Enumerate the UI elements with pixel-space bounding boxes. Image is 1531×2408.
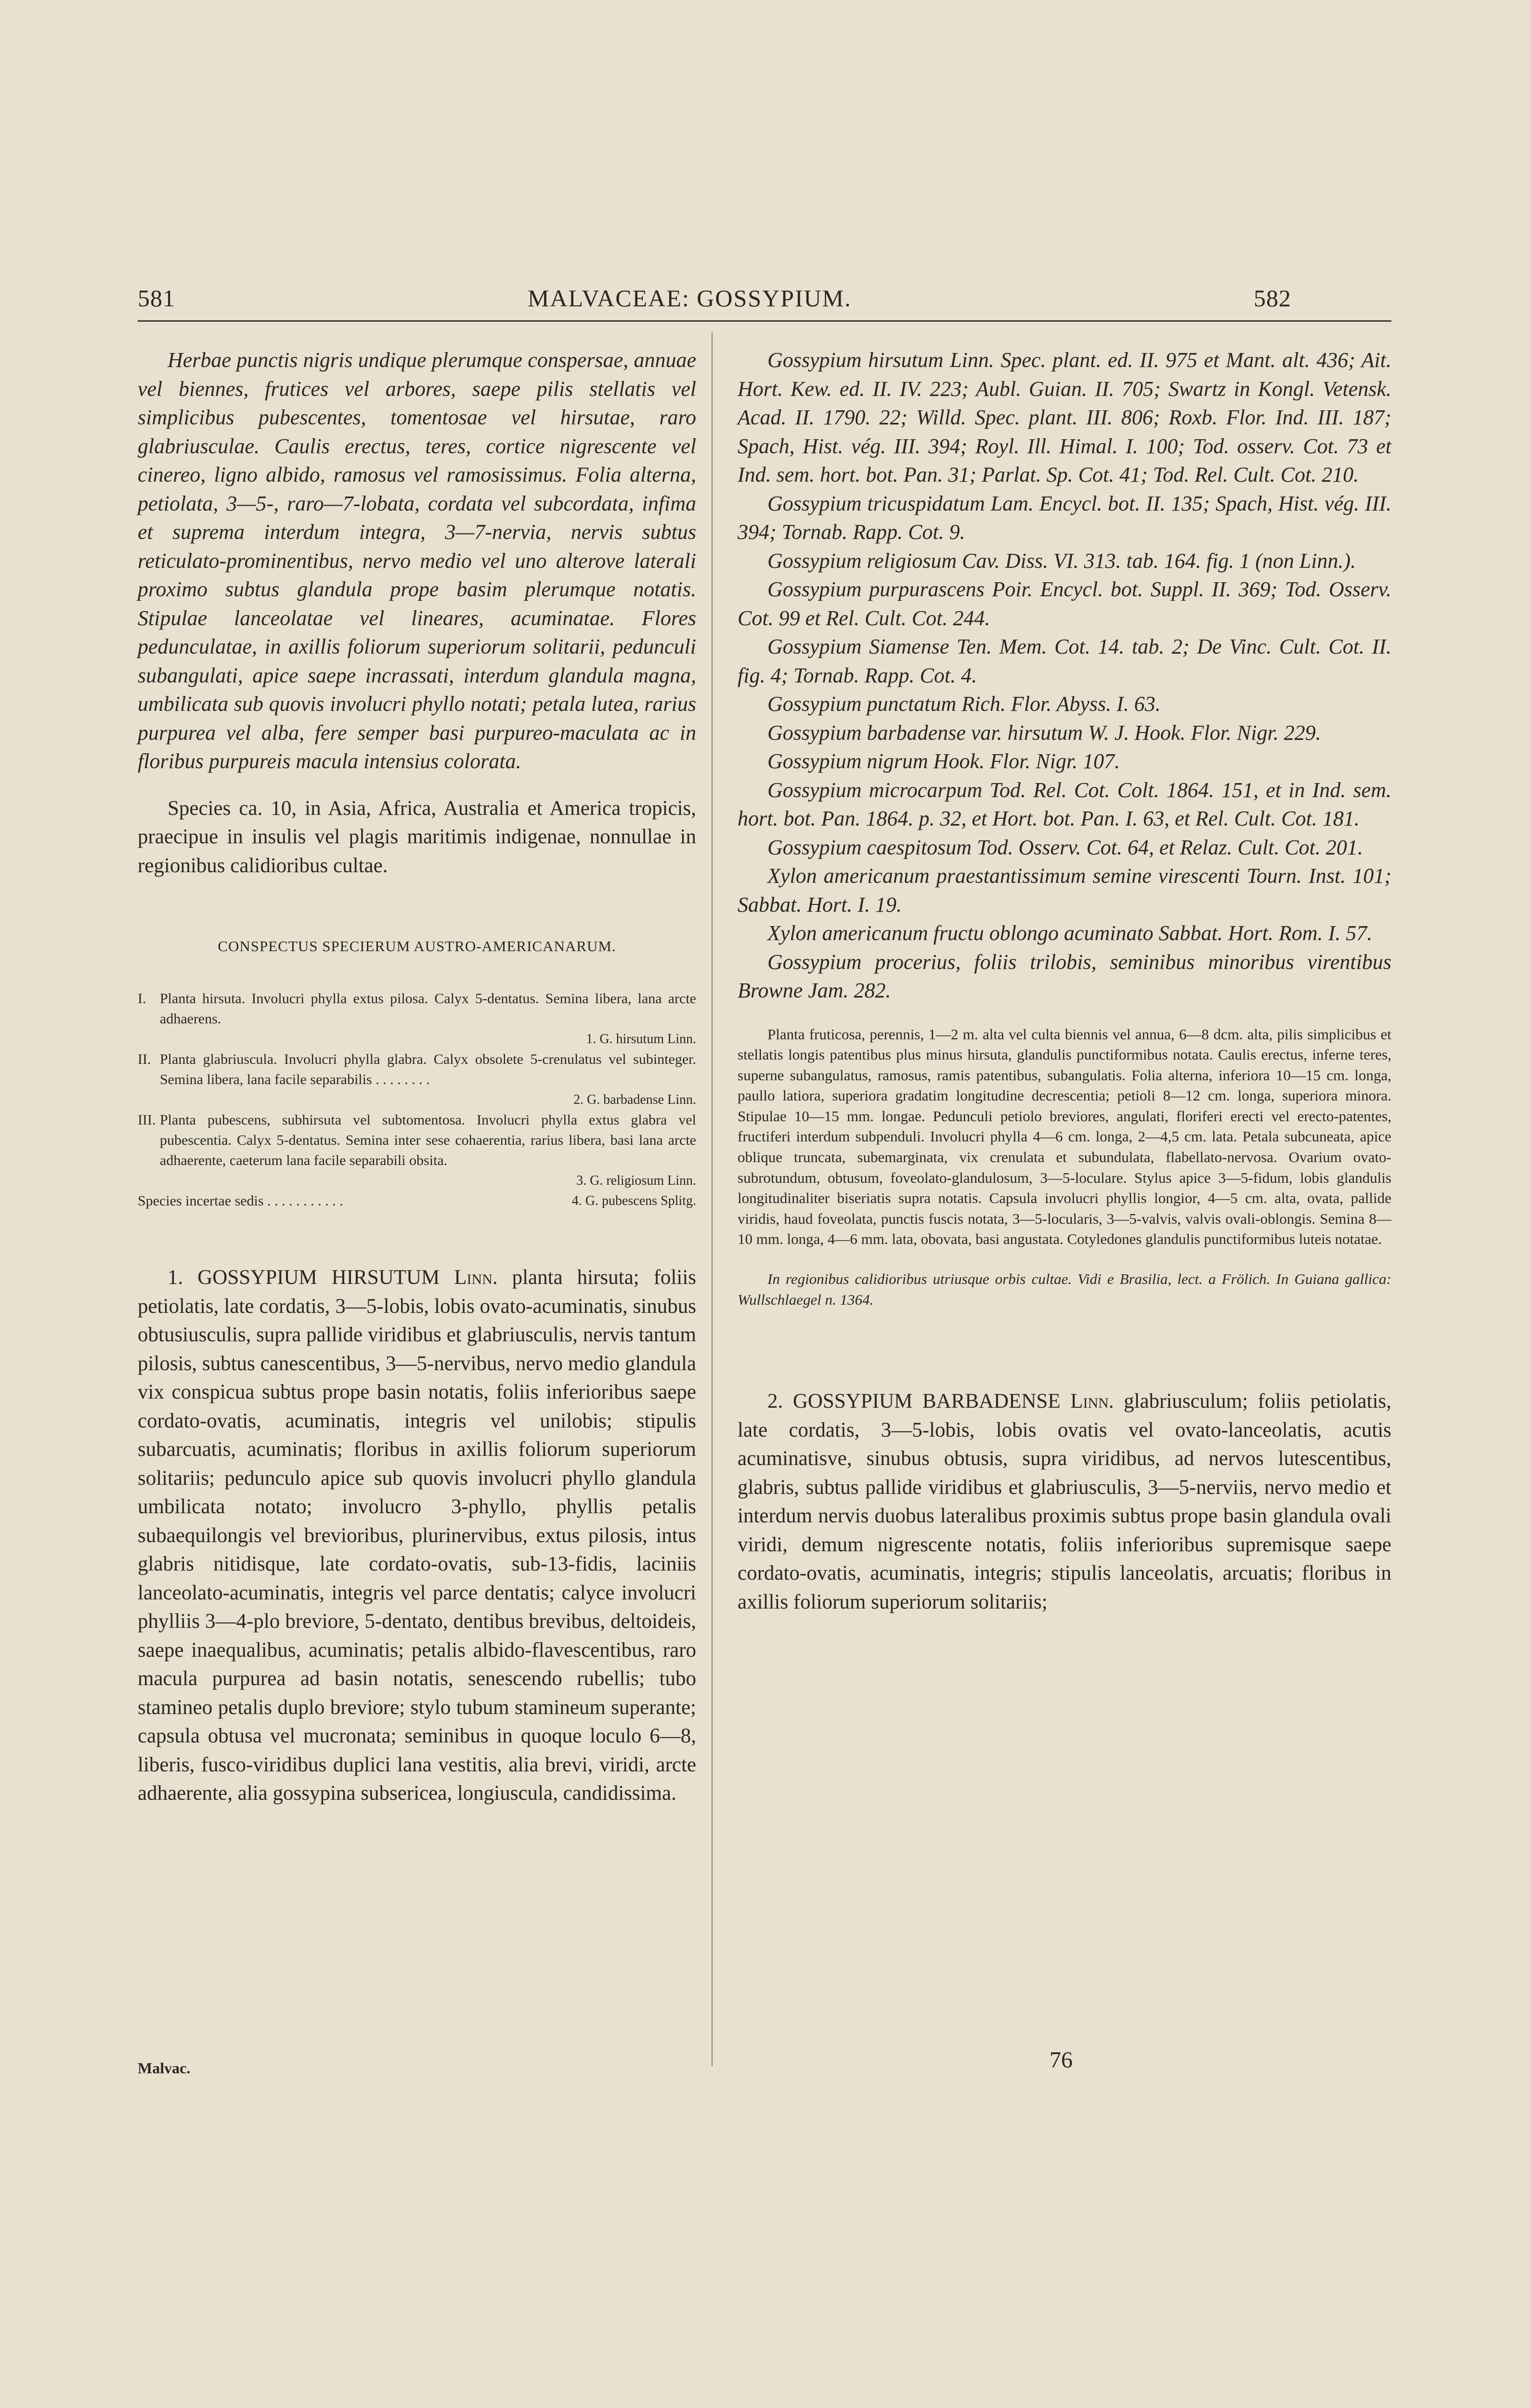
page-number-left: 581	[138, 285, 175, 312]
key-text: Planta hirsuta. Involucri phylla extus pilosa. Calyx 5-dentatus. Semina libera, lana arcte adhaerens.	[160, 991, 696, 1027]
synonym-entry: Gossypium nigrum Hook. Flor. Nigr. 107.	[767, 749, 1120, 773]
synonym-entry: Gossypium microcarpum Tod. Rel. Cot. Colt. 1864. 151, et in Ind. sem. hort. bot. Pan. 1864. p. 32, et Hort. bot. Pan. I. 63, et Rel. Cult. Cot. 181.	[738, 778, 1391, 830]
key-entry	[138, 1110, 696, 1171]
species-2-heading: 2. GOSSYPIUM BARBADENSE	[767, 1390, 1061, 1413]
synonym-entry: Xylon americanum fructu oblongo acuminato Sabbat. Hort. Rom. I. 57.	[767, 921, 1373, 945]
species-note: Species ca. 10, in Asia, Africa, Australia et America tropicis, praecipue in insulis vel plagis maritimis indigenae, nonnullae in regionibus calidioribus cultae.	[138, 797, 696, 877]
key-number: III.	[138, 1112, 156, 1128]
signature-mark: Malvac.	[138, 2059, 191, 2077]
key-text: Planta glabriuscula. Involucri phylla glabra. Calyx obsolete 5-crenulatus vel subinteger. Semina libera, lana facile separabilis . . . . . . . .	[160, 1051, 696, 1087]
left-column	[138, 332, 696, 1808]
synonym-entry: Gossypium procerius, foliis trilobis, seminibus minoribus virentibus Browne Jam. 282.	[738, 950, 1391, 1002]
right-column	[738, 332, 1391, 1616]
synonym-entry: Gossypium hirsutum Linn. Spec. plant. ed. II. 975 et Mant. alt. 436; Ait. Hort. Kew. ed. II. IV. 223; Aubl. Guian. II. 705; Swartz in Kongl. Vetensk. Acad. II. 1790. 22; Willd. Spec. plant. III. 806; Roxb. Flor. Ind. III. 187; Spach, Hist. vég. III. 394; Royl. Ill. Himal. I. 100; Tod. osserv. Cot. 73 et Ind. sem. hort. bot. Pan. 31; Parlat. Sp. Cot. 41; Tod. Rel. Cult. Cot. 210.	[738, 348, 1391, 486]
header-rule	[138, 320, 1391, 322]
species-key	[138, 989, 696, 1211]
genus-description: Herbae punctis nigris undique plerumque conspersae, annuae vel biennes, frutices vel arbores, saepe pilis stellatis vel simplicibus pubescentes, tomentosae vel hirsutae, raro glabriusculae. Caulis erectus, teres, cortice nigrescente vel cinereo, ligno albido, ramosus vel ramosissimus. Folia alterna, petiolata, 3—5-, raro—7-lobata, cordata vel subcordata, infima et suprema interdum integra, 3—7-nervia, nervis subtus reticulato-prominentibus, nervo medio vel uno alterove laterali proximo subtus glandula prope basim plerumque notatis. Stipulae lanceolatae vel lineares, acuminatae. Flores pedunculatae, in axillis foliorum superiorum solitarii, pedunculi subangulati, apice saepe incrassati, interdum glandula magna, umbilicata sub quovis involucri phyllo notati; petala lutea, rarius purpurea vel alba, fere semper basi purpureo-maculata ac in floribus purpureis macula intensius colorata.	[138, 348, 696, 773]
conspectus-title: CONSPECTUS SPECIERUM AUSTRO-AMERICANARUM.	[218, 938, 616, 955]
species-2-paragraph	[738, 1387, 1391, 1616]
key-result: 4. G. pubescens Splitg.	[571, 1193, 696, 1208]
species-1-text: planta hirsuta; foliis petiolatis, late cordatis, 3—5-lobis, lobis ovato-acuminatis, sinubus obtusiusculis, supra pallide viridibus et glabriusculis, nervis tantum pilosis, subtus canescentibus, 3—5-nervibus, nervo medio glandula vix conspicua subtus prope basin notatis, foliis inferioribus saepe cordato-ovatis, acuminatis, integris vel unilobis; stipulis subarcuatis, acuminatis; floribus in axillis foliorum superiorum solitariis; pedunculo apice sub quovis involucri phyllo glandula umbilicata notato; involucro 3-phyllo, phyllis petalis subaequilongis vel brevioribus, plurinervibus, extus pilosis, intus glabris nitidisque, late cordato-ovatis, sub-13-fidis, laciniis lanceolato-acuminatis, integris vel parce dentatis; calyce involucri phylliis 3—4-plo breviore, 5-dentato, dentibus brevibus, deltoideis, saepe inaequalibus, acuminatis; petalis albido-flavescentibus, raro macula purpurea ad basin notatis, senescendo rubellis; tubo stamineo petalis duplo breviore; stylo tubum stamineum superante; capsula obtusa vel mucronata; seminibus in quoque loculo 6—8, liberis, fusco-viridibus duplici lana vestitis, alia brevi, viridi, arcte adhaerente, alia gossypina subsericea, longiuscula, candidissima.	[138, 1266, 697, 1805]
key-result: 1. G. hirsutum Linn.	[586, 1032, 696, 1047]
key-text: Species incertae sedis . . . . . . . . . . .	[138, 1193, 343, 1209]
distribution-note: In regionibus calidioribus utriusque orbis cultae. Vidi e Brasilia, lect. a Frölich. In Guiana gallica: Wullschlaegel n. 1364.	[738, 1270, 1391, 1308]
description-small: Planta fruticosa, perennis, 1—2 m. alta vel culta biennis vel annua, 6—8 dcm. alta, pilis simplicibus et stellatis longis patentibus plus minus hirsuta, glandulis punctiformibus notata. Caulis erectus, inferne teres, superne subangulatus, ramosus, ramis patentibus, subangulatis. Folia alterna, inferiora 10—15 cm. longa, paullo latiora, superiora gradatim longitudine decrescentia; petioli 8—12 cm. longa, superiora minora. Stipulae 10—15 mm. longae. Pedunculi petiolo breviores, angulati, floriferi erecti vel erecto-patentes, fructiferi interdum subpenduli. Involucri phylla 4—6 cm. longa, 2—4,5 cm. lata. Petala subcuneata, apice oblique truncata, subemarginata, vix crenulata et subundulata, flabellato-nervosa. Ovarium ovato-subrotundum, obtusum, foveolato-glandulosum, 3—5-loculare. Stylus apice 3—5-fidum, lobis glandulis longitudinaliter biseriatis supra notatis. Capsula involucri phyllis longior, 4—5 cm. alta, ovata, pallide viridis, haud foveolata, punctis fuscis notata, 3—5-locularis, 3—5-valvis, valvis ovali-oblongis. Semina 8—10 mm. longa, 4—6 mm. lata, obovata, basi angustata. Cotyledones glandulis punctiformibus luteis notatae.	[738, 1025, 1391, 1248]
species-1-paragraph	[138, 1263, 696, 1808]
synonym-entry: Gossypium barbadense var. hirsutum W. J. Hook. Flor. Nigr. 229.	[767, 720, 1321, 745]
key-entry	[138, 989, 696, 1029]
key-text: Planta pubescens, subhirsuta vel subtomentosa. Involucri phylla extus glabra vel pubescentia. Calyx 5-dentatus. Semina inter sese cohaerentia, rarius libera, basi lana arcte adhaerente, caeterum lana facile separabili obsita.	[160, 1112, 696, 1168]
species-2-author: Linn.	[1070, 1390, 1114, 1413]
synonym-entry: Gossypium caespitosum Tod. Osserv. Cot. 64, et Relaz. Cult. Cot. 201.	[767, 835, 1363, 859]
synonym-entry: Gossypium religiosum Cav. Diss. VI. 313. tab. 164. fig. 1 (non Linn.).	[767, 549, 1356, 573]
key-result: 3. G. religiosum Linn.	[576, 1173, 696, 1188]
sheet-number: 76	[1050, 2047, 1073, 2073]
key-number: I.	[138, 991, 146, 1007]
synonym-entry: Gossypium Siamense Ten. Mem. Cot. 14. tab. 2; De Vinc. Cult. Cot. II. fig. 4; Tornab. Rapp. Cot. 4.	[738, 635, 1391, 687]
key-entry	[138, 1049, 696, 1090]
synonym-entry: Gossypium tricuspidatum Lam. Encycl. bot. II. 135; Spach, Hist. vég. III. 394; Tornab. Rapp. Cot. 9.	[738, 491, 1391, 544]
synonym-entry: Gossypium punctatum Rich. Flor. Abyss. I. 63.	[767, 692, 1161, 716]
key-result: 2. G. barbadense Linn.	[573, 1092, 696, 1107]
key-number: II.	[138, 1051, 151, 1067]
species-1-heading: 1. GOSSYPIUM HIRSUTUM	[168, 1266, 440, 1289]
page-number-right: 582	[1254, 285, 1291, 312]
column-divider	[712, 332, 713, 2066]
key-entry	[138, 1191, 696, 1211]
species-1-author: Linn.	[454, 1266, 498, 1289]
synonymy-list	[738, 346, 1391, 1005]
synonym-entry: Xylon americanum praestantissimum semine virescenti Tourn. Inst. 101; Sabbat. Hort. I. 19.	[738, 864, 1391, 916]
synonym-entry: Gossypium purpurascens Poir. Encycl. bot. Suppl. II. 369; Tod. Osserv. Cot. 99 et Rel. Cult. Cot. 244.	[738, 577, 1391, 630]
species-2-text: glabriusculum; foliis petiolatis, late cordatis, 3—5-lobis, lobis ovatis vel ovato-lanceolatis, acutis acuminatisve, sinubus obtusis, supra viridibus, ad nervos lutescentibus, glabris, subtus pallide viridibus et glabriusculis, 3—5-nerviis, nervo medio et interdum nervis duobus lateralibus proximis subtus prope basin glandula ovali viridi, demum nigrescente notatis, foliis inferioribus supremisque saepe cordato-ovatis, acuminatis, integris; stipulis lanceolatis, arcuatis; floribus in axillis foliorum superiorum solitariis;	[738, 1390, 1391, 1613]
running-title: MALVACEAE: GOSSYPIUM.	[528, 285, 852, 312]
